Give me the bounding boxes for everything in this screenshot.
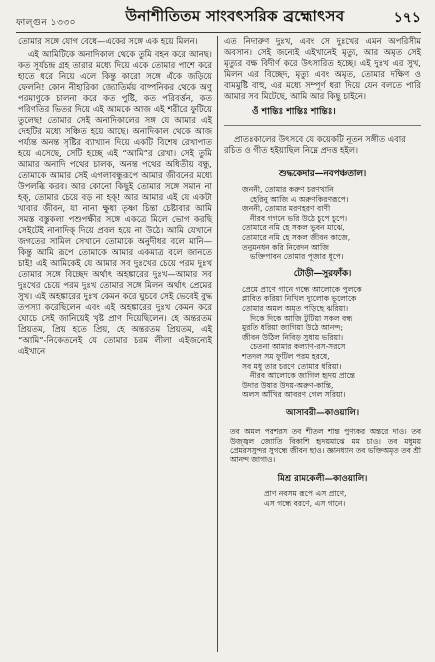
paragraph: এত নিদারুণ দুঃখ, এবং সে দুঃখের এমন অপরিসীম অবসান। সেই জন্যেই এইখানেই মৃত্যু, আর অমৃত সেই মৃত্যুর বক্ষ বিদীর্ণ করে উৎসারিত হচ্ছে। এই দুঃখ এর সুখ, মিলন এর বিচ্ছেদ, মৃত্যু এবং অমৃত, তোমার দক্ষিণ ও বামমুষ্টি বাহু, এর মধ্যে সম্পূর্ণ ধরা দিয়ে যেন বলতে পারি আমার সব মিটেছে, আমি আর কিছু চাইনে। <box>224 36 421 101</box>
song-title: শুদ্ধকেদার—নবপঞ্চতাল। <box>278 169 367 179</box>
song-title: টোড়ী—সুরফাঁক। <box>293 268 352 279</box>
verse-line: জীবন উঠিল নিবিড় সুধায় ভরিয়া। <box>242 332 344 342</box>
verse-line: প্রেমে প্রাণে গানে গন্ধে আলোকে পুলকে <box>242 284 362 294</box>
verse-line: উদার উষার উদয়-অরুণ-কান্তি, <box>242 380 334 390</box>
verse-line: প্লাবিত করিয়া নিখিল দ্যুলোক ভূলোকে <box>242 294 357 304</box>
verse-line: অলস আঁখির আবরণ গেল সরিয়া। <box>242 390 346 400</box>
issue-date: ফাল্গুন ১৩৩০ <box>16 18 77 28</box>
left-column <box>18 36 212 654</box>
verse-line: চেতনা আমার কল্যাণ-রস-সরসে <box>250 342 346 352</box>
running-header <box>16 6 421 33</box>
page-heading: উনাশীতিতম সাংবৎসরিক ব্রহ্মোৎসব <box>125 7 345 25</box>
shanti-mantra: ওঁ শান্তিঃ শান্তিঃ শান্তিঃ। <box>252 107 336 117</box>
section-rule <box>224 125 421 126</box>
verse-line: তোমারে নমি হে সকল ভুবন মাঝে, <box>242 223 345 233</box>
song-verse <box>224 285 421 400</box>
verse-line: সব মধু তার চরণে তোমার ধরিয়া। <box>242 361 342 371</box>
verse-line: ভক্তিপাবন তোমার পূজার ধূপে। <box>250 252 344 262</box>
page-number: ১৭১ <box>393 10 421 26</box>
song-title: আসাবরী—কাওয়ালি। <box>285 407 360 418</box>
verse-line: জননী, তোমার করুণ চরণখানি <box>242 185 334 194</box>
song-text: তব অমল পরশরস তব শীতল শান্ত পুণ্যকর অন্তরে দাও। তব উজ্জ্বল জ্যোতি বিকাশি হৃদয়মাঝে মম চাও। তব মধুময় প্রেমরসসুন্দর সুগন্ধে জীবন ছাও। জ্ঞানধ্যান তব ভক্তিঅমৃত তব শ্রী আনন্দ জাগাও। <box>230 427 421 465</box>
verse-line: শতদল সম ফুটিল পরম হরষে, <box>242 351 330 361</box>
song-title: মিশ্র রামকেলী—কাওয়ালি। <box>277 473 368 484</box>
paragraph: তোমার সঙ্গে যোগ বেধে—একের সঙ্গে এক হয়ে মিলন। <box>18 36 198 46</box>
verse-line: নীরব আলোকে জাগিল হৃদয় প্রান্তে <box>250 371 355 381</box>
song-verse <box>264 489 421 509</box>
songs-intro: প্রাতঃকালের উৎসবে যে কয়েকটি নূতন সঙ্গীত এবার রচিত ও গীত হইয়াছিল নিম্নে প্রদত্ত হইল। <box>224 134 406 155</box>
verse-line: দিকে দিকে আজি টুটিয়া সকল বন্ধ <box>250 313 353 323</box>
verse-line: জননী, তোমার মরণহরণ বাণী <box>242 204 331 214</box>
verse-line: প্রাণ নবসম রূপে এস প্রাণে, <box>264 488 347 498</box>
column-divider <box>217 36 218 652</box>
paragraph: এই আমিটিকে অনাদিকাল থেকে তুমি বহন করে আনছ। কত সূর্যচন্দ্র গ্রহ তারার মধ্যে দিয়ে একে তোমার পাশে করে হাতে ধরে নিয়ে এলে কিন্তু কারো সঙ্গে এঁকে জড়িয়ে ফেলনি! কোন নীহারিকা জ্যোতির্ময় বাষ্পনিকর থেকে অণু পরমাণুকে চালনা করে কত পুষ্টি, কত পরিবর্ত্তন, কত পরিণতির ভিতর দিয়ে এই আমকে আজ এই শরীরে ফুটিয়ে তুলেছ! তোমার সেই অনাদিকালের সঙ্গ যে আমার এই দেহটির মধ্যে সঞ্চিত হয়ে আছে। অনাদিকাল থেকে আজ পর্য্যন্ত অনন্ত সৃষ্টির ব্যাখ্যান দিয়ে একটি বিশেষ রেখাপাত হয়ে এসেছে, সেটি হচ্ছে এই “আমি”র রেখা। সেই তুমি আমার অনাদি পথের চালক, অনন্ত পথের অধিতীয় বন্ধু, তোমাকে আমার সেই এগলাবন্ধুরূপে আমার জীবনের মধ্যে উপলব্ধি করব। আর কোনো কিছুই তোমার সঙ্গে সমান না হক্, তোমার চেয়ে বড় না হক্! আর আমার এই যে একটা খাবার জীবন, যা নানা ক্ষুধা তৃষ্ণা চিন্তা চেষ্টাবার আমি সমস্ত বস্তুকলা পশুপক্ষীর সঙ্গে একত্রে মিলে ভোগ করছি সেইটেই নানাদিক্ দিয়ে প্রবল হয়ে না উঠে। আমি যেখানে জগতের সামিল সেখানে তোমাকে অনুদীধর বলে মানি—কিন্তু আমি রূপে তোমাকে আমার একমাত্র বলে জানতে চাই! এই আমিকেই যে আমার সব দুঃখের চেয়ে পরম দুঃখ তোমার সঙ্গে বিচ্ছেদ অর্থাৎ অহঙ্কারের দুঃখ—আমার সব দুঃখের চেয়ে পরম দুঃখ তোমার সঙ্গে মিলন অর্থাৎ প্রেমের সুখ। এই অহঙ্কারের দুঃখ কেমন করে ঘুচবে সেই ভেবেই বুদ্ধ তপস্যা করেছিলেন এবং এই অহঙ্কারের দুঃখ কেমন করে ঘোচে সেই জানিয়েই খৃষ্ট প্রাণ দিয়েছিলেন। হে অন্তরতম প্রিয়তম, প্রিয় হতে প্রিয়, হে অন্তরতম প্রিয়তম, এই “আমি”-নিকেতনেই যে তোমার চরম লীলা এইজন্যেই এইখানে <box>18 49 212 356</box>
verse-line: তোমারে নমি হে সকল জীবন কাজে, <box>242 232 351 242</box>
verse-line: মুরতি ধরিয়া জাগিয়া উঠে আনন্দ; <box>242 323 344 333</box>
verse-line: নীরব গগনে ভরি উঠে চুপে চুপে। <box>250 213 348 223</box>
right-column <box>224 36 421 654</box>
verse-line: তনুমনধন করি নিবেদন আজি <box>242 242 330 252</box>
verse-line: এস গন্ধে বরণে, এস গানে। <box>264 498 346 508</box>
verse-line: তোমার অমল অমৃত পড়িছে ঝরিয়া। <box>242 303 349 313</box>
song-verse <box>224 185 421 262</box>
verse-line: হেরিনু আজি এ অরুণকিরণরূপে। <box>250 194 349 204</box>
